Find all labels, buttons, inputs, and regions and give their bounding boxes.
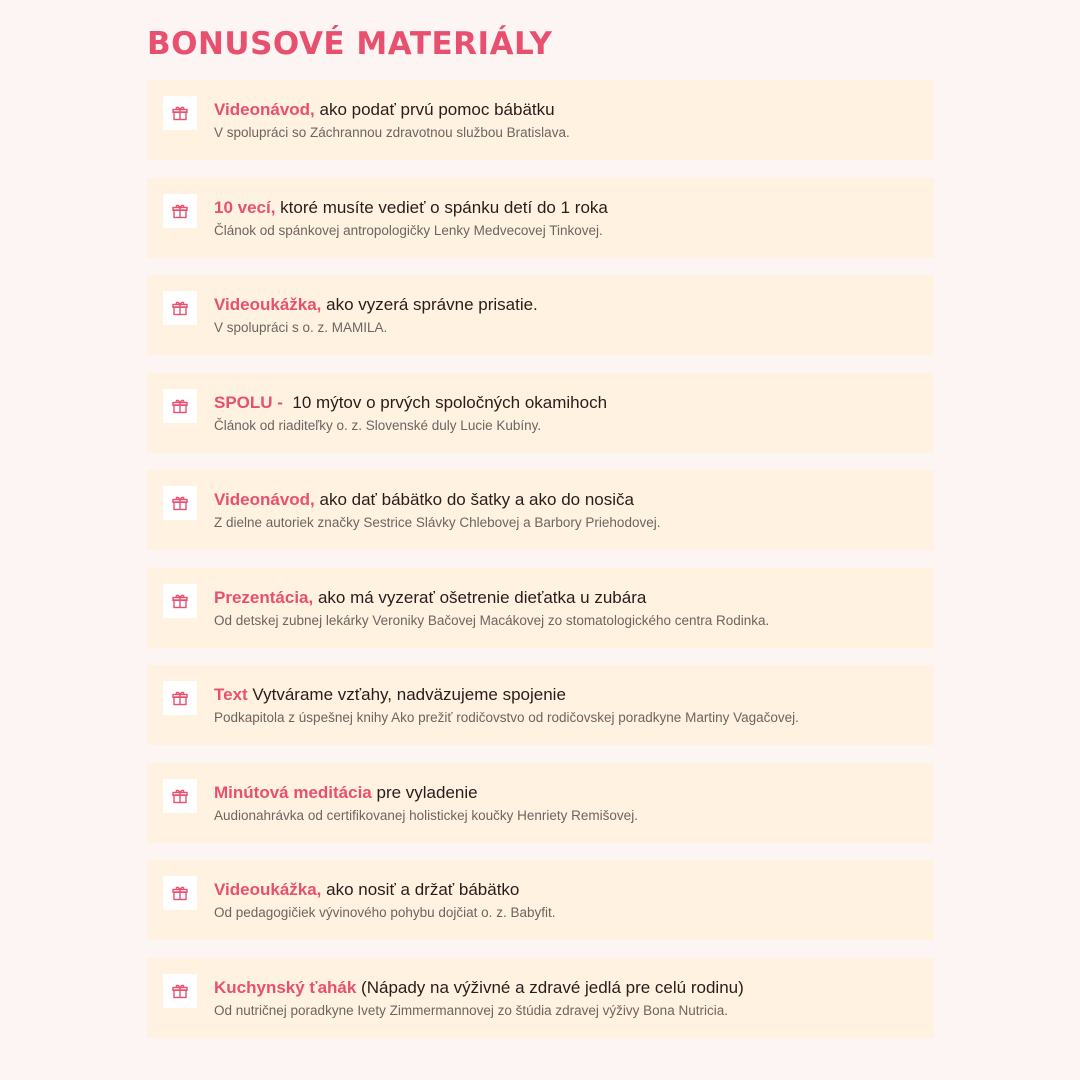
list-item[interactable]: [147, 178, 934, 258]
gift-icon: [163, 584, 197, 618]
item-subtitle: Audionahrávka od certifikovanej holistickej koučky Henriety Remišovej.: [214, 807, 638, 823]
item-subtitle: Článok od spánkovej antropologičky Lenky Medvecovej Tinkovej.: [214, 222, 603, 238]
item-highlight: Minútová meditácia: [214, 782, 372, 802]
gift-icon: [163, 974, 197, 1008]
item-highlight: Videoukážka,: [214, 295, 322, 314]
item-title-rest: Vytvárame vzťahy, nadväzujeme spojenie: [247, 685, 566, 704]
item-title: [214, 489, 918, 511]
list-item[interactable]: [147, 665, 934, 745]
item-title: [214, 879, 918, 901]
item-highlight: Videonávod,: [214, 100, 315, 119]
item-title: [214, 782, 918, 804]
item-title-rest: ako podať prvú pomoc bábätku: [314, 100, 555, 119]
item-highlight: Prezentácia,: [214, 587, 314, 607]
list-item[interactable]: [147, 373, 934, 453]
gift-icon: [163, 779, 197, 813]
item-title-rest: pre vyladenie: [371, 782, 478, 802]
item-title-rest: ako vyzerá správne prisatie.: [321, 295, 538, 314]
item-subtitle: Od detskej zubnej lekárky Veroniky Bačovej Macákovej zo stomatologického centra Rodinka.: [214, 612, 770, 628]
item-title-rest: ako dať bábätko do šatky a ako do nosiča: [314, 490, 634, 509]
list-item[interactable]: [147, 958, 934, 1038]
item-highlight: Videonávod,: [214, 490, 315, 509]
item-highlight: Kuchynský ťahák: [214, 977, 357, 997]
item-subtitle: Článok od riaditeľky o. z. Slovenské duly Lucie Kubíny.: [214, 417, 542, 433]
gift-icon: [163, 486, 197, 520]
item-title: [214, 294, 918, 316]
gift-icon: [163, 194, 197, 228]
item-title-rest: 10 mýtov o prvých spoločných okamihoch: [282, 392, 608, 412]
item-title: [214, 197, 918, 219]
gift-icon: [163, 96, 197, 130]
item-title: [214, 587, 918, 609]
list-item[interactable]: [147, 275, 934, 355]
gift-icon: [163, 291, 197, 325]
list-item[interactable]: [147, 80, 934, 160]
item-title: [214, 684, 918, 706]
item-subtitle: Od pedagogičiek vývinového pohybu dojčiat o. z. Babyfit.: [214, 905, 556, 920]
list-item[interactable]: [147, 470, 934, 550]
item-title-rest: (Nápady na výživné a zdravé jedlá pre celú rodinu): [356, 977, 744, 997]
list-item[interactable]: [147, 568, 934, 648]
gift-icon: [163, 389, 197, 423]
item-title: [214, 392, 918, 414]
item-subtitle: Od nutričnej poradkyne Ivety Zimmermannovej zo štúdia zdravej výživy Bona Nutricia.: [214, 1002, 728, 1018]
item-subtitle: Z dielne autoriek značky Sestrice Slávky Chlebovej a Barbory Priehodovej.: [214, 515, 661, 530]
bonus-materials-list: [147, 80, 934, 1055]
gift-icon: [163, 876, 197, 910]
item-subtitle: Podkapitola z úspešnej knihy Ako prežiť rodičovstvo od rodičovskej poradkyne Martiny Vagačovej.: [214, 710, 799, 725]
item-title-rest: ako má vyzerať ošetrenie dieťatka u zubára: [313, 587, 647, 607]
gift-icon: [163, 681, 197, 715]
item-subtitle: V spolupráci s o. z. MAMILA.: [214, 320, 388, 335]
item-title-rest: ako nosiť a držať bábätko: [321, 880, 520, 899]
item-highlight: 10 vecí,: [214, 197, 276, 217]
item-highlight: Text: [214, 685, 248, 704]
item-title-rest: ktoré musíte vedieť o spánku detí do 1 roka: [275, 197, 608, 217]
item-highlight: Videoukážka,: [214, 880, 322, 899]
item-subtitle: V spolupráci so Záchrannou zdravotnou službou Bratislava.: [214, 125, 570, 140]
item-title: [214, 99, 918, 121]
list-item[interactable]: [147, 763, 934, 843]
item-title: [214, 977, 918, 999]
page-title: BONUSOVÉ MATERIÁLY: [147, 26, 553, 62]
list-item[interactable]: [147, 860, 934, 940]
item-highlight: SPOLU -: [214, 392, 283, 412]
